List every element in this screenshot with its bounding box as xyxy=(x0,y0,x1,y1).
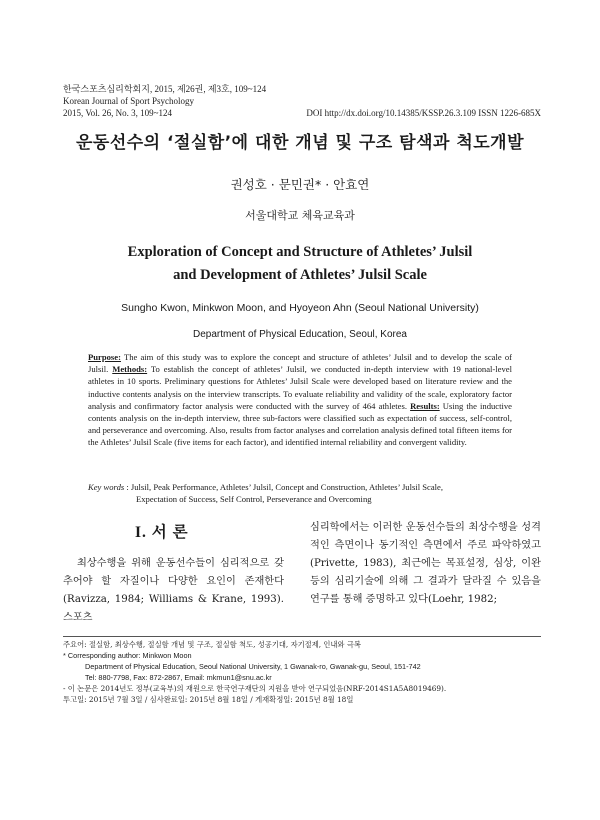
journal-volume: 2015, Vol. 26, No. 3, 109~124 xyxy=(63,108,173,118)
title-english-line1: Exploration of Concept and Structure of Athletes’ Julsil xyxy=(127,244,473,260)
abstract-purpose-text: The aim of this study was to explore the concept and structure of athletes’ Julsil and to develop the scale of Julsil. xyxy=(88,352,512,375)
keywords-line1: : Julsil, Peak Performance, Athletes’ Julsil, Concept and Construction, Athletes’ Julsil Scale, xyxy=(124,482,444,492)
abstract-results-label: Results: xyxy=(410,400,440,411)
body-column-left: 최상수행을 위해 운동선수들이 심리적으로 갖추어야 할 자질이나 다양한 요인이 존재한다(Ravizza, 1984; Williams & Krane, 1993). 스포츠 xyxy=(63,558,284,623)
abstract xyxy=(88,351,512,449)
keywords-line2: Expectation of Success, Self Control, Perseverance and Overcoming xyxy=(136,494,372,505)
affiliation-english: Department of Physical Education, Seoul, Korea xyxy=(192,329,407,340)
footnote-keywords-ko: 주요어: 절실함, 최상수행, 절실함 개념 및 구조, 절실함 척도, 성공기대, 자기절제, 인내와 극복 xyxy=(63,640,361,649)
footnote-corresponding-contact: Tel: 880-7798, Fax: 872-2867, Email: mkmun1@snu.ac.kr xyxy=(85,673,272,682)
journal-citation-ko: 한국스포츠심리학회지, 2015, 제26권, 제3호, 109~124 xyxy=(63,84,267,94)
abstract-results-text: Using the inductive contents analysis on the in-depth interview, three sub-factors were classified such as expectation of success, self-control, and perseverance and overcoming. Also, results from factor analyses and correlation analysis defined total fifteen items for the Athletes’ Julsil Scale (five items for each factor), and identified internal reliability and convergent validity. xyxy=(88,400,512,448)
footnotes xyxy=(63,639,553,705)
footnote-dates: 투고일: 2015년 7월 3일 / 심사완료일: 2015년 8월 18일 / 게재확정일: 2015년 8월 18일 xyxy=(63,695,354,704)
body-column-right: 심리학에서는 이러한 운동선수들의 최상수행을 성격적인 측면이나 동기적인 측면에서 주로 파악하였고(Privette, 1983), 최근에는 목표설정, 심상, 이완 등의 심리기술에 의해 그 결과가 달라질 수 있음을 연구를 통해 증명하고 있다(Loehr, 1982; xyxy=(310,522,541,605)
footnote-divider xyxy=(63,636,541,637)
abstract-methods-label: Methods: xyxy=(112,364,148,375)
title-english-line2: and Development of Athletes’ Julsil Scale xyxy=(173,267,427,283)
title-korean: 운동선수의 ‘절실함’에 대한 개념 및 구조 탐색과 척도개발 xyxy=(75,133,525,153)
footnote-funding: - 이 논문은 2014년도 정부(교육부)의 재원으로 한국연구재단의 지원을 받아 연구되었음(NRF-2014S1A5A8019469). xyxy=(63,684,447,693)
doi-issn: DOI http://dx.doi.org/10.14385/KSSP.26.3.109 ISSN 1226-685X xyxy=(306,108,541,118)
keywords xyxy=(88,481,512,505)
keywords-label: Key words xyxy=(88,482,125,492)
affiliation-korean: 서울대학교 체육교육과 xyxy=(245,209,355,222)
title-english xyxy=(0,241,600,287)
abstract-methods-text: To establish the concept of athletes’ Julsil, we conducted in-depth interview with 19 national-level athletes in 10 sports. Preliminary questions for Athletes’ Julsil Scale were developed based on literature review and the inductive contents analysis on the interview transcripts. To evaluate reliability and validity of the scale, exploratory factor analysis and confirmatory factor analysis were conducted with the survey of 464 athletes. xyxy=(88,364,512,411)
authors-korean: 권성호 · 문민권* · 안효연 xyxy=(230,177,370,192)
authors-english: Sungho Kwon, Minkwon Moon, and Hyoyeon Ahn (Seoul National University) xyxy=(121,302,479,314)
footnote-corresponding-author: * Corresponding author: Minkwon Moon xyxy=(63,651,192,660)
footnote-corresponding-dept: Department of Physical Education, Seoul National University, 1 Gwanak-ro, Gwanak-gu, Seoul, 151-742 xyxy=(85,662,421,671)
abstract-purpose-label: Purpose: xyxy=(88,352,121,362)
journal-name-en: Korean Journal of Sport Psychology xyxy=(63,96,194,106)
section-heading-introduction: I. 서 론 xyxy=(135,524,189,541)
